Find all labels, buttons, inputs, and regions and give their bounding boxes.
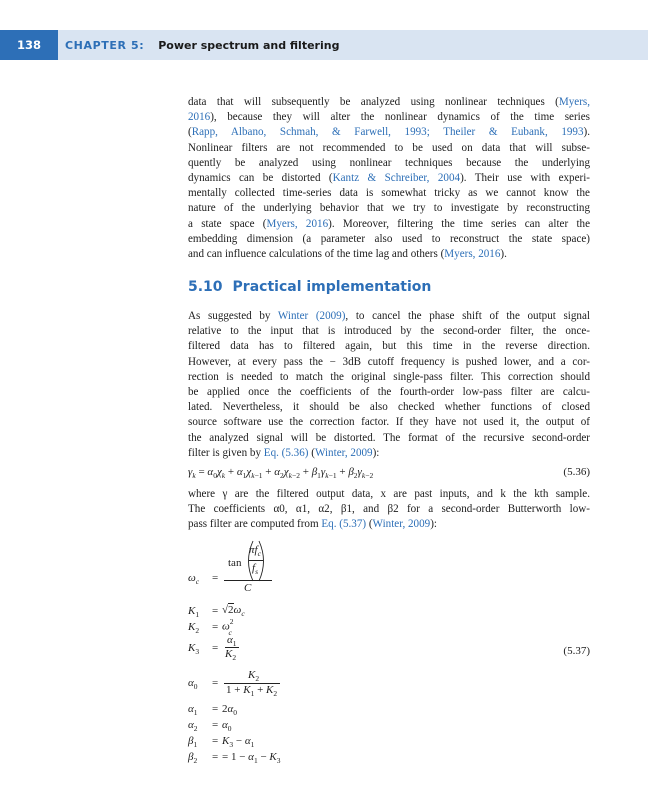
text-run: ). Their use with experi-	[460, 172, 590, 185]
citation-link[interactable]: Myers, 2016	[444, 248, 501, 261]
text-run: be applied once the coefficients of the fourth-order low-pass filter are calcu-	[188, 386, 590, 399]
text-run: pass filter are computed from	[188, 518, 322, 531]
citation-link[interactable]: 2016	[188, 111, 211, 124]
text-run: mentally collected time-series data is somewhat tricky as we cannot know the	[188, 187, 590, 200]
citation-link[interactable]: Rapp, Albano, Schmah, & Farwell, 1993; Theiler & Eubank, 1993	[191, 126, 584, 139]
citation-link[interactable]: Kantz & Schreiber, 2004	[332, 172, 461, 185]
text-line	[188, 517, 590, 532]
page-number: 138	[0, 30, 58, 60]
text-line	[188, 110, 590, 125]
text-run: rection is needed to match the original single-pass filter. This correction should	[188, 370, 590, 383]
citation-link[interactable]: Winter, 2009	[372, 518, 431, 531]
paragraph-coefficients	[188, 487, 590, 533]
text-run: ).	[583, 126, 590, 139]
text-run: data that will subsequently be analyzed using nonlinear techniques (	[188, 96, 559, 108]
omega-c-symbol: $\omega_c$	[188, 572, 200, 587]
text-run: ):	[372, 446, 380, 459]
chapter-label: CHAPTER 5:	[65, 38, 145, 52]
text-line	[188, 141, 590, 156]
text-line	[188, 217, 590, 232]
equation-number-5-36: (5.36)	[563, 466, 590, 478]
text-run: relative to the input that is introduced by the second-order filter, the once-	[188, 325, 590, 338]
text-line	[188, 247, 590, 262]
text-line	[188, 446, 590, 461]
text-line	[188, 400, 590, 415]
citation-link[interactable]: Winter, 2009	[314, 446, 373, 459]
paragraph-practical-implementation	[188, 309, 590, 461]
citation-link[interactable]: Winter (2009)	[277, 310, 346, 322]
paragraph-nonlinear-filters	[188, 95, 590, 262]
running-header	[0, 30, 648, 60]
text-run: As suggested by	[188, 310, 278, 322]
text-run: , to cancel the phase shift of the output signal	[345, 310, 590, 322]
text-line	[188, 355, 590, 370]
text-line	[188, 431, 590, 446]
citation-link[interactable]: Eq. (5.37)	[321, 518, 367, 531]
text-run: ), because they will alter the nonlinear dynamics of the time series	[210, 111, 590, 124]
citation-link[interactable]: Eq. (5.36)	[263, 446, 309, 459]
text-run: source software use the correction factor. If they have not used it, the output of	[188, 416, 590, 429]
text-line	[188, 339, 590, 354]
citation-link[interactable]: Myers, 2016	[266, 217, 329, 230]
text-run: filter is given by	[188, 446, 264, 459]
section-title: Practical implementation	[232, 279, 432, 295]
text-line	[188, 171, 590, 186]
text-line	[188, 370, 590, 385]
citation-link[interactable]: Myers,	[558, 96, 590, 108]
text-run: nature of the underlying behavior that we try to investigate by reconstructing	[188, 202, 590, 215]
text-line	[188, 385, 590, 400]
text-run: However, at every pass the − 3dB cutoff frequency is pushed lower, and a cor-	[188, 355, 590, 368]
text-line	[188, 324, 590, 339]
text-line	[188, 186, 590, 201]
text-line	[188, 415, 590, 430]
text-run: The coefficients α0, α1, α2, β1, and β2 for a second-order Butterworth low-	[188, 503, 590, 516]
text-run: ). Moreover, filtering the time series can alter the	[328, 217, 590, 230]
text-run: lated. Nevertheless, it should be also checked whether functions of closed	[188, 401, 590, 414]
text-run: quently be analyzed using nonlinear techniques because the underlying	[188, 156, 590, 169]
text-run: where γ are the filtered output data, x are past inputs, and k the kth sample.	[188, 488, 590, 500]
text-line	[188, 502, 590, 517]
text-run: filtered data has to filtered again, but this time in the reverse direction.	[188, 340, 590, 353]
text-run: Nonlinear filters are not recommended to be used on data that will subse-	[188, 141, 590, 154]
text-run: dynamics can be distorted (	[188, 172, 333, 185]
text-line	[188, 201, 590, 216]
text-line	[188, 125, 590, 140]
text-run: and can influence calculations of the time lag and others (	[188, 248, 445, 261]
text-run: (	[308, 446, 315, 459]
text-run: ):	[430, 518, 437, 531]
tan-label: tan	[228, 557, 242, 569]
equation-5-36: $\gamma_k = \alpha_0\chi_k + \alpha_1\chi_{k-1} + \alpha_2\chi_{k-2} + \beta_1\gamma_{k-1} + \beta_2\gamma_{k-2}$	[188, 466, 374, 481]
section-number: 5.10	[188, 279, 223, 295]
section-heading	[188, 279, 441, 295]
text-run: ).	[500, 248, 507, 261]
text-run: embedding dimension (a parameter also used to reconstruct the state space)	[188, 232, 590, 245]
text-line	[188, 309, 590, 324]
text-run: the analyzed signal will be distorted. The format of the recursive second-order	[188, 431, 590, 444]
text-line	[188, 156, 590, 171]
text-run: (	[188, 126, 192, 139]
chapter-title: Power spectrum and filtering	[158, 38, 340, 52]
text-line	[188, 487, 590, 502]
text-line	[188, 95, 590, 110]
text-line	[188, 232, 590, 247]
text-run: (	[366, 518, 373, 531]
text-run: a state space (	[188, 217, 267, 230]
equation-number-5-37: (5.37)	[563, 645, 590, 657]
